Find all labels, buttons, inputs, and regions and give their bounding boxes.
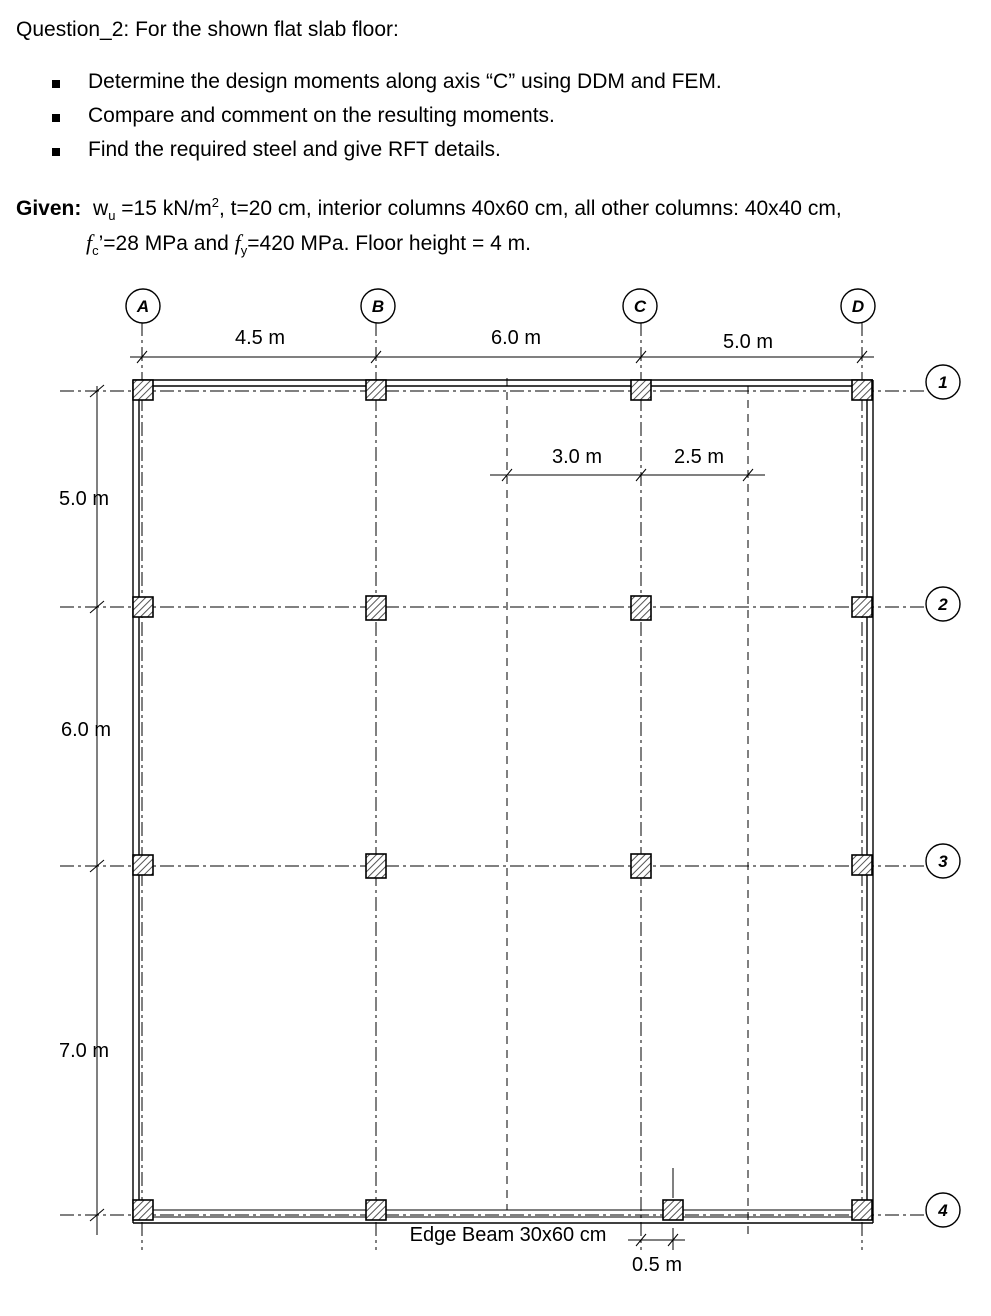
column-D2	[852, 597, 872, 617]
column-C1	[631, 380, 651, 400]
column-B1	[366, 380, 386, 400]
dim-span-BC: 6.0 m	[490, 327, 542, 349]
task-text: Compare and comment on the resulting moments.	[88, 104, 555, 127]
dim-span-23: 6.0 m	[60, 719, 112, 741]
task-text: Find the required steel and give RFT details.	[88, 138, 501, 161]
given-line-1: Given: $w_u =15$ $kN/m^2$, t=20 cm, interior columns 40x60 cm, all other columns: 40x40 cm,	[16, 195, 842, 224]
given-label: Given:	[16, 197, 82, 220]
dim-span-12: 5.0 m	[58, 488, 110, 510]
columns	[133, 380, 872, 1220]
given-line-2: $f_c’=28$ MPa and $f_y=420$ MPa. Floor height = 4 m.	[86, 230, 531, 259]
axis-label-C: C	[633, 297, 647, 316]
column-A1	[133, 380, 153, 400]
edge-beam	[139, 1210, 867, 1217]
task-text: Determine the design moments along axis “C” using DDM and FEM.	[88, 70, 722, 93]
column-D3	[852, 855, 872, 875]
dim-strip-right: 2.5 m	[673, 446, 725, 468]
dim-offset: 0.5 m	[631, 1254, 683, 1276]
axis-label-B: B	[371, 297, 385, 316]
axis-label-3: 3	[938, 852, 948, 871]
column-C4	[663, 1200, 683, 1220]
dim-span-CD: 5.0 m	[722, 331, 774, 353]
column-D4	[852, 1200, 872, 1220]
grid-lines	[60, 322, 925, 1250]
column-D1	[852, 380, 872, 400]
column-B3	[366, 854, 386, 878]
dim-span-34: 7.0 m	[58, 1040, 110, 1062]
axis-label-1: 1	[938, 373, 948, 392]
left-dimension-line	[90, 385, 104, 1235]
column-A4	[133, 1200, 153, 1220]
axis-label-4: 4	[938, 1201, 948, 1220]
column-B2	[366, 596, 386, 620]
question-title: Question_2: For the shown flat slab floor:	[16, 18, 399, 41]
column-C2	[631, 596, 651, 620]
axis-label-2: 2	[938, 595, 948, 614]
strip-lines	[507, 378, 748, 1235]
dim-span-AB: 4.5 m	[234, 327, 286, 349]
column-A2	[133, 597, 153, 617]
column-B4	[366, 1200, 386, 1220]
axis-label-A: A	[136, 297, 150, 316]
strip-dimension-line	[490, 469, 765, 481]
edge-beam-label: Edge Beam 30x60 cm	[409, 1224, 607, 1246]
slab-outline	[133, 380, 873, 1223]
dim-strip-left: 3.0 m	[551, 446, 603, 468]
column-A3	[133, 855, 153, 875]
axis-bubbles	[126, 289, 960, 1227]
column-C3	[631, 854, 651, 878]
axis-label-D: D	[851, 297, 865, 316]
